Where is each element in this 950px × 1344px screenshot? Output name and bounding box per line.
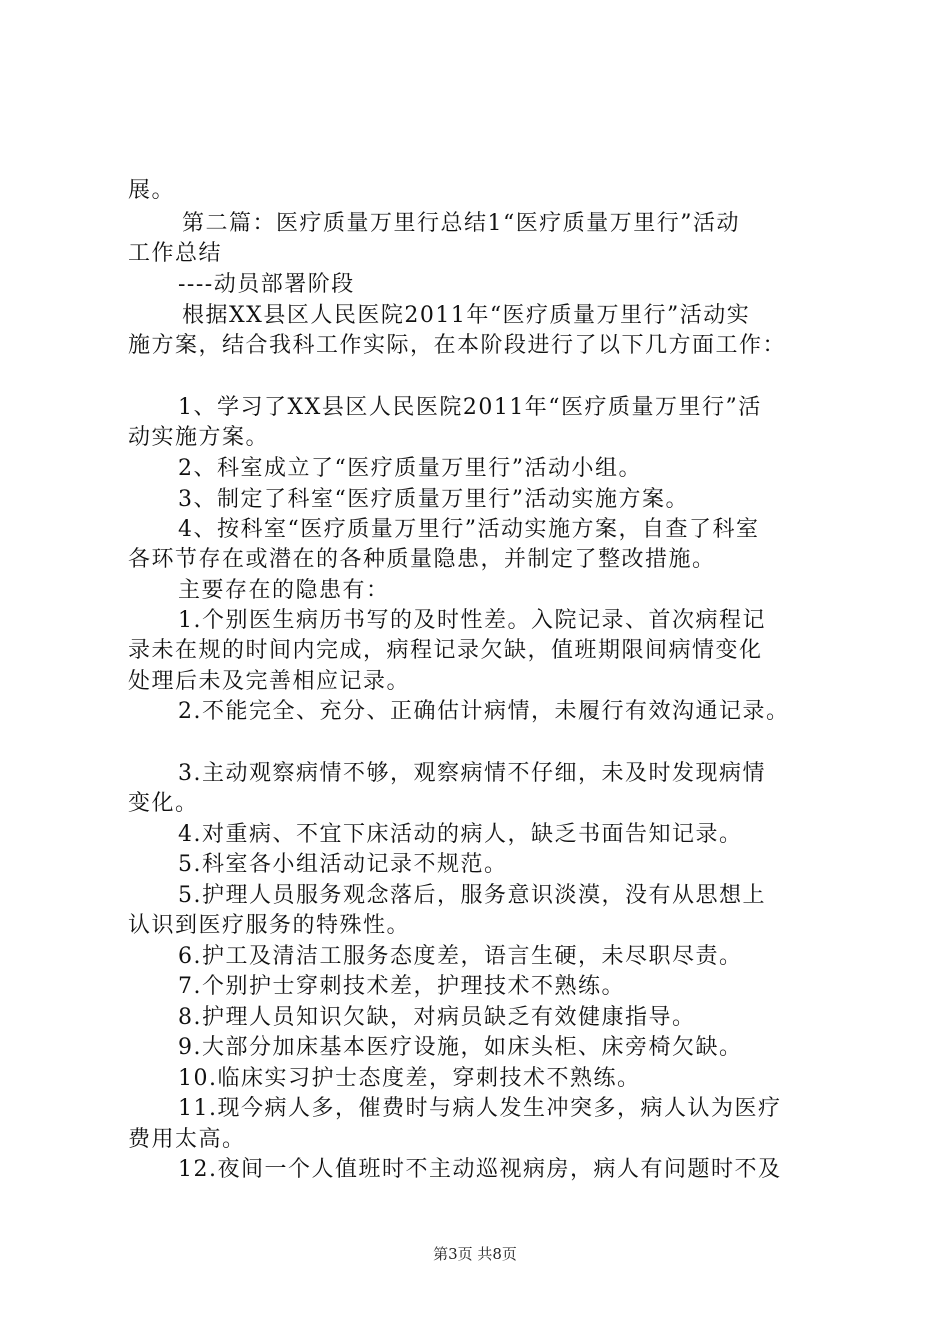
list-item: 3、制定了科室“医疗质量万里行”活动实施方案。 — [178, 487, 689, 512]
text-line: 展。 — [128, 178, 176, 203]
list-item: 处理后未及完善相应记录。 — [128, 669, 411, 694]
list-item: 1、学习了XX县区人民医院2011年“医疗质量万里行”活 — [178, 395, 762, 420]
list-item: 6.护工及清洁工服务态度差，语言生硬，未尽职尽责。 — [178, 944, 743, 969]
list-item: 8.护理人员知识欠缺，对病员缺乏有效健康指导。 — [178, 1005, 696, 1030]
list-item: 动实施方案。 — [128, 425, 270, 450]
list-item: 认识到医疗服务的特殊性。 — [128, 913, 411, 938]
list-item: 费用太高。 — [128, 1127, 246, 1152]
list-item: 5.护理人员服务观念落后，服务意识淡漠，没有从思想上 — [178, 883, 766, 908]
list-item: 5.科室各小组活动记录不规范。 — [178, 852, 508, 877]
list-item: 4.对重病、不宜下床活动的病人，缺乏书面告知记录。 — [178, 822, 743, 847]
subtitle-line: ----动员部署阶段 — [178, 272, 355, 297]
list-item: 1.个别医生病历书写的及时性差。入院记录、首次病程记 — [178, 608, 766, 633]
list-item: 7.个别护士穿刺技术差，护理技术不熟练。 — [178, 974, 625, 999]
list-item: 2、科室成立了“医疗质量万里行”活动小组。 — [178, 456, 642, 481]
list-item: 录未在规的时间内完成，病程记录欠缺，值班期限间病情变化 — [128, 638, 763, 663]
list-item: 11.现今病人多，催费时与病人发生冲突多，病人认为医疗 — [178, 1096, 782, 1121]
page-footer: 第3页 共8页 — [433, 1245, 517, 1263]
list-item: 4、按科室“医疗质量万里行”活动实施方案，自查了科室 — [178, 517, 760, 542]
section-title-line: 第二篇：医疗质量万里行总结1“医疗质量万里行”活动 — [182, 211, 740, 236]
list-item: 各环节存在或潜在的各种质量隐患，并制定了整改措施。 — [128, 547, 716, 572]
text-line: 施方案，结合我科工作实际，在本阶段进行了以下几方面工作： — [128, 333, 787, 358]
list-item: 3.主动观察病情不够，观察病情不仔细，未及时发现病情 — [178, 761, 766, 786]
list-item: 2.不能完全、充分、正确估计病情，未履行有效沟通记录。 — [178, 699, 790, 724]
text-line: 根据XX县区人民医院2011年“医疗质量万里行”活动实 — [182, 303, 751, 328]
section-title-line: 工作总结 — [128, 241, 223, 266]
text-line: 主要存在的隐患有： — [178, 578, 390, 603]
list-item: 9.大部分加床基本医疗设施，如床头柜、床旁椅欠缺。 — [178, 1035, 743, 1060]
list-item: 12.夜间一个人值班时不主动巡视病房，病人有问题时不及 — [178, 1157, 782, 1182]
list-item: 10.临床实习护士态度差，穿刺技术不熟练。 — [178, 1066, 641, 1091]
list-item: 变化。 — [128, 791, 199, 816]
